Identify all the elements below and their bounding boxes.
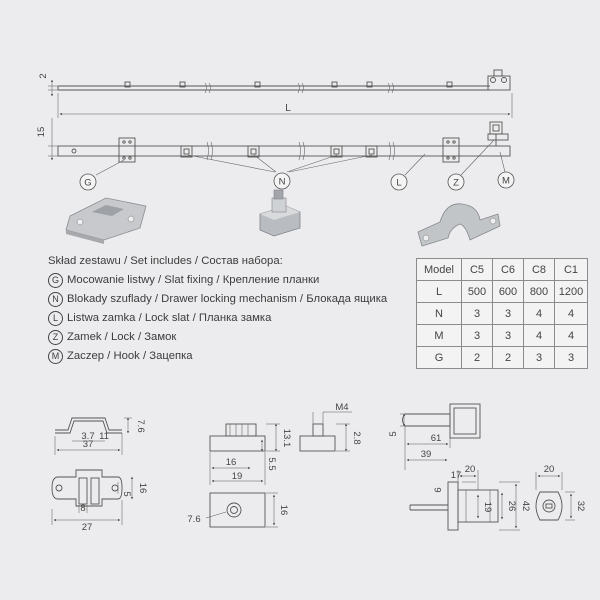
table-cell: N xyxy=(417,303,462,325)
code-badge: L xyxy=(48,311,63,326)
table-cell: M xyxy=(417,325,462,347)
svg-text:11: 11 xyxy=(99,431,109,442)
table-cell: L xyxy=(417,281,462,303)
table-header-row xyxy=(417,259,588,281)
svg-text:13.1: 13.1 xyxy=(281,428,292,448)
table-cell: 500 xyxy=(462,281,493,303)
svg-text:20: 20 xyxy=(464,464,476,475)
svg-text:42: 42 xyxy=(520,500,531,512)
svg-text:16: 16 xyxy=(137,482,148,494)
svg-text:L: L xyxy=(396,177,402,189)
hook-image xyxy=(418,204,500,246)
code-badge: M xyxy=(48,349,63,364)
table-cell: 600 xyxy=(493,281,524,303)
svg-text:M4: M4 xyxy=(335,402,349,413)
svg-text:M: M xyxy=(502,175,510,187)
svg-text:Z: Z xyxy=(453,177,459,189)
item-text: Zaczep / Hook / Зацепка xyxy=(67,350,193,362)
svg-text:7.6: 7.6 xyxy=(135,419,146,433)
item-text: Zamek / Lock / Замок xyxy=(67,331,177,343)
svg-text:27: 27 xyxy=(81,522,93,533)
list-item xyxy=(48,347,408,366)
table-cell: 3 xyxy=(493,325,524,347)
model-table xyxy=(416,258,588,369)
svg-text:6: 6 xyxy=(433,487,444,493)
svg-text:G: G xyxy=(84,177,92,189)
svg-text:N: N xyxy=(278,176,286,188)
table-header-cell: C6 xyxy=(493,259,524,281)
table-header-cell: C5 xyxy=(462,259,493,281)
svg-text:5.5: 5.5 xyxy=(266,457,277,471)
table-header-cell: C8 xyxy=(524,259,555,281)
svg-text:3.7: 3.7 xyxy=(81,431,95,442)
dim-height-top xyxy=(38,73,58,96)
svg-text:32: 32 xyxy=(575,500,586,512)
code-badge: Z xyxy=(48,330,63,345)
slat-fixing-image xyxy=(66,198,146,244)
code-badge: G xyxy=(48,273,63,288)
table-cell: 4 xyxy=(555,325,588,347)
table-cell: 4 xyxy=(524,325,555,347)
dim-length xyxy=(58,93,512,118)
svg-text:16: 16 xyxy=(225,457,237,468)
svg-text:2.8: 2.8 xyxy=(351,431,362,445)
table-cell: G xyxy=(417,347,462,369)
table-header-cell: Model xyxy=(417,259,462,281)
table-cell: 4 xyxy=(555,303,588,325)
rail-top-view xyxy=(58,70,510,93)
svg-text:5: 5 xyxy=(388,431,399,437)
detail-lock xyxy=(388,404,586,530)
item-text: Blokady szuflady / Drawer locking mechanism / Блокада ящика xyxy=(67,293,388,305)
table-row xyxy=(417,281,588,303)
table-cell: 3 xyxy=(462,303,493,325)
table-row xyxy=(417,325,588,347)
callout-leaders xyxy=(96,140,505,175)
svg-text:20: 20 xyxy=(543,464,555,475)
table-cell: 3 xyxy=(555,347,588,369)
table-cell: 3 xyxy=(462,325,493,347)
item-text: Listwa zamka / Lock slat / Планка замка xyxy=(67,312,272,324)
table-cell: 3 xyxy=(524,347,555,369)
callout-z xyxy=(448,174,464,190)
detail-drawer-lock xyxy=(187,424,292,527)
callout-n xyxy=(274,173,290,189)
callout-l xyxy=(391,174,407,190)
svg-text:19: 19 xyxy=(482,501,493,513)
svg-text:39: 39 xyxy=(420,449,432,460)
svg-text:16: 16 xyxy=(278,504,289,516)
table-cell: 3 xyxy=(493,303,524,325)
svg-text:7.6: 7.6 xyxy=(187,514,201,525)
table-row xyxy=(417,303,588,325)
table-cell: 800 xyxy=(524,281,555,303)
table-row xyxy=(417,347,588,369)
svg-text:19: 19 xyxy=(231,471,243,482)
detail-drawer-lock-side xyxy=(300,402,362,451)
table-cell: 1200 xyxy=(555,281,588,303)
set-includes-title: Skład zestawu / Set includes / Состав набора: xyxy=(48,255,283,267)
list-item xyxy=(48,328,408,347)
dim-height-top-label: 2 xyxy=(38,73,49,79)
item-text: Mocowanie listwy / Slat fixing / Крепление планки xyxy=(67,274,320,286)
code-badge: N xyxy=(48,292,63,307)
callout-g xyxy=(80,174,96,190)
table-header-cell: C1 xyxy=(555,259,588,281)
svg-text:61: 61 xyxy=(430,433,442,444)
table-cell: 2 xyxy=(493,347,524,369)
detail-slat-fixing xyxy=(52,418,148,533)
callout-m xyxy=(498,172,514,188)
svg-text:37: 37 xyxy=(82,439,94,450)
rail-front-view xyxy=(58,122,510,162)
list-item xyxy=(48,271,408,290)
svg-text:8: 8 xyxy=(80,503,86,514)
dim-height-front xyxy=(36,118,58,160)
dim-length-label: L xyxy=(285,103,291,114)
set-includes-list xyxy=(48,252,408,366)
svg-text:26: 26 xyxy=(506,500,517,512)
list-item xyxy=(48,309,408,328)
list-item xyxy=(48,290,408,309)
table-cell: 4 xyxy=(524,303,555,325)
svg-text:17: 17 xyxy=(450,470,462,481)
drawer-lock-image xyxy=(260,190,300,236)
svg-text:5: 5 xyxy=(121,491,132,497)
table-cell: 2 xyxy=(462,347,493,369)
dim-height-front-label: 15 xyxy=(36,126,47,138)
